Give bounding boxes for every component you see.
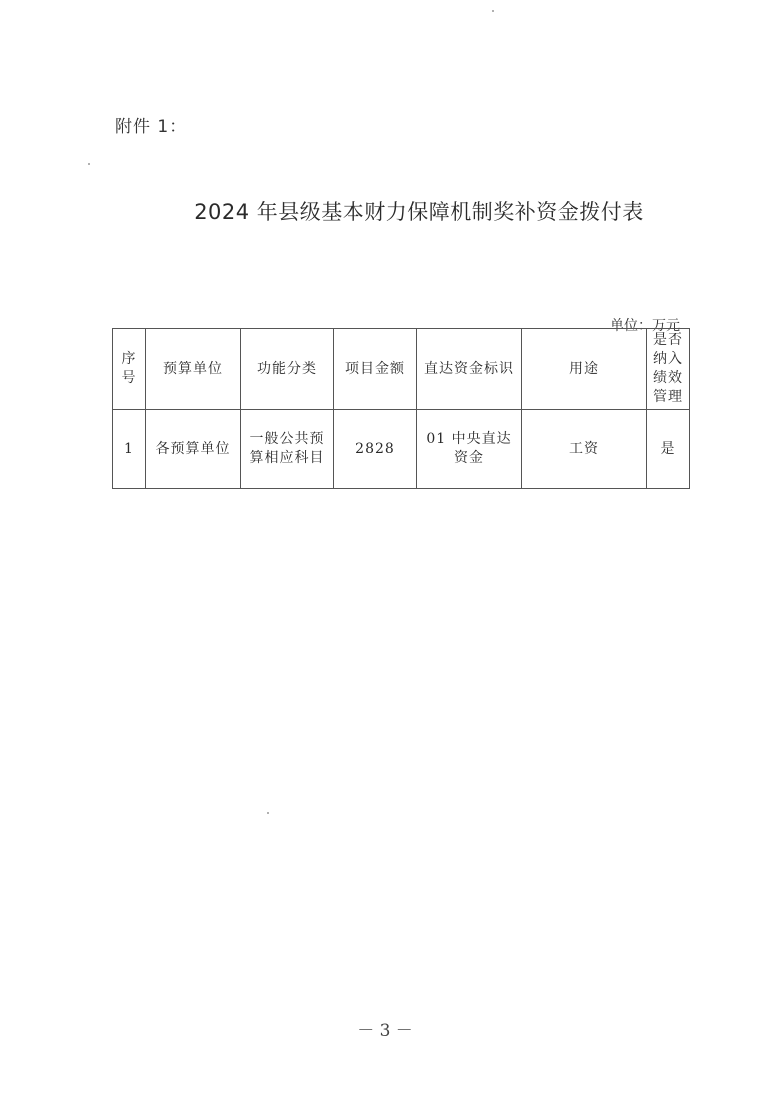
header-cell-index: 序号 (113, 329, 146, 410)
cell-budget-unit: 各预算单位 (146, 410, 241, 489)
scan-speck (267, 812, 269, 814)
cell-amount: 2828 (334, 410, 417, 489)
cell-index: 1 (113, 410, 146, 489)
allocation-table (112, 328, 690, 489)
unit-label: 单位：万元 (610, 318, 680, 334)
scan-speck (492, 10, 494, 12)
table-row (113, 410, 690, 489)
header-cell-performance-mgmt: 是否纳入绩效管理 (647, 329, 690, 410)
header-cell-function-class: 功能分类 (241, 329, 334, 410)
table-header-row (113, 329, 690, 410)
cell-purpose: 工资 (522, 410, 647, 489)
cell-direct-fund-mark: 01 中央直达资金 (417, 410, 522, 489)
page-number: － 3 － (357, 1021, 413, 1041)
header-cell-amount: 项目金额 (334, 329, 417, 410)
header-cell-budget-unit: 预算单位 (146, 329, 241, 410)
attachment-label: 附件 1： (115, 117, 188, 137)
cell-function-class: 一般公共预算相应科目 (241, 410, 334, 489)
scan-speck (88, 163, 90, 165)
document-title: 2024 年县级基本财力保障机制奖补资金拨付表 (194, 200, 644, 224)
header-cell-direct-fund-mark: 直达资金标识 (417, 329, 522, 410)
cell-performance-mgmt: 是 (647, 410, 690, 489)
header-cell-purpose: 用途 (522, 329, 647, 410)
